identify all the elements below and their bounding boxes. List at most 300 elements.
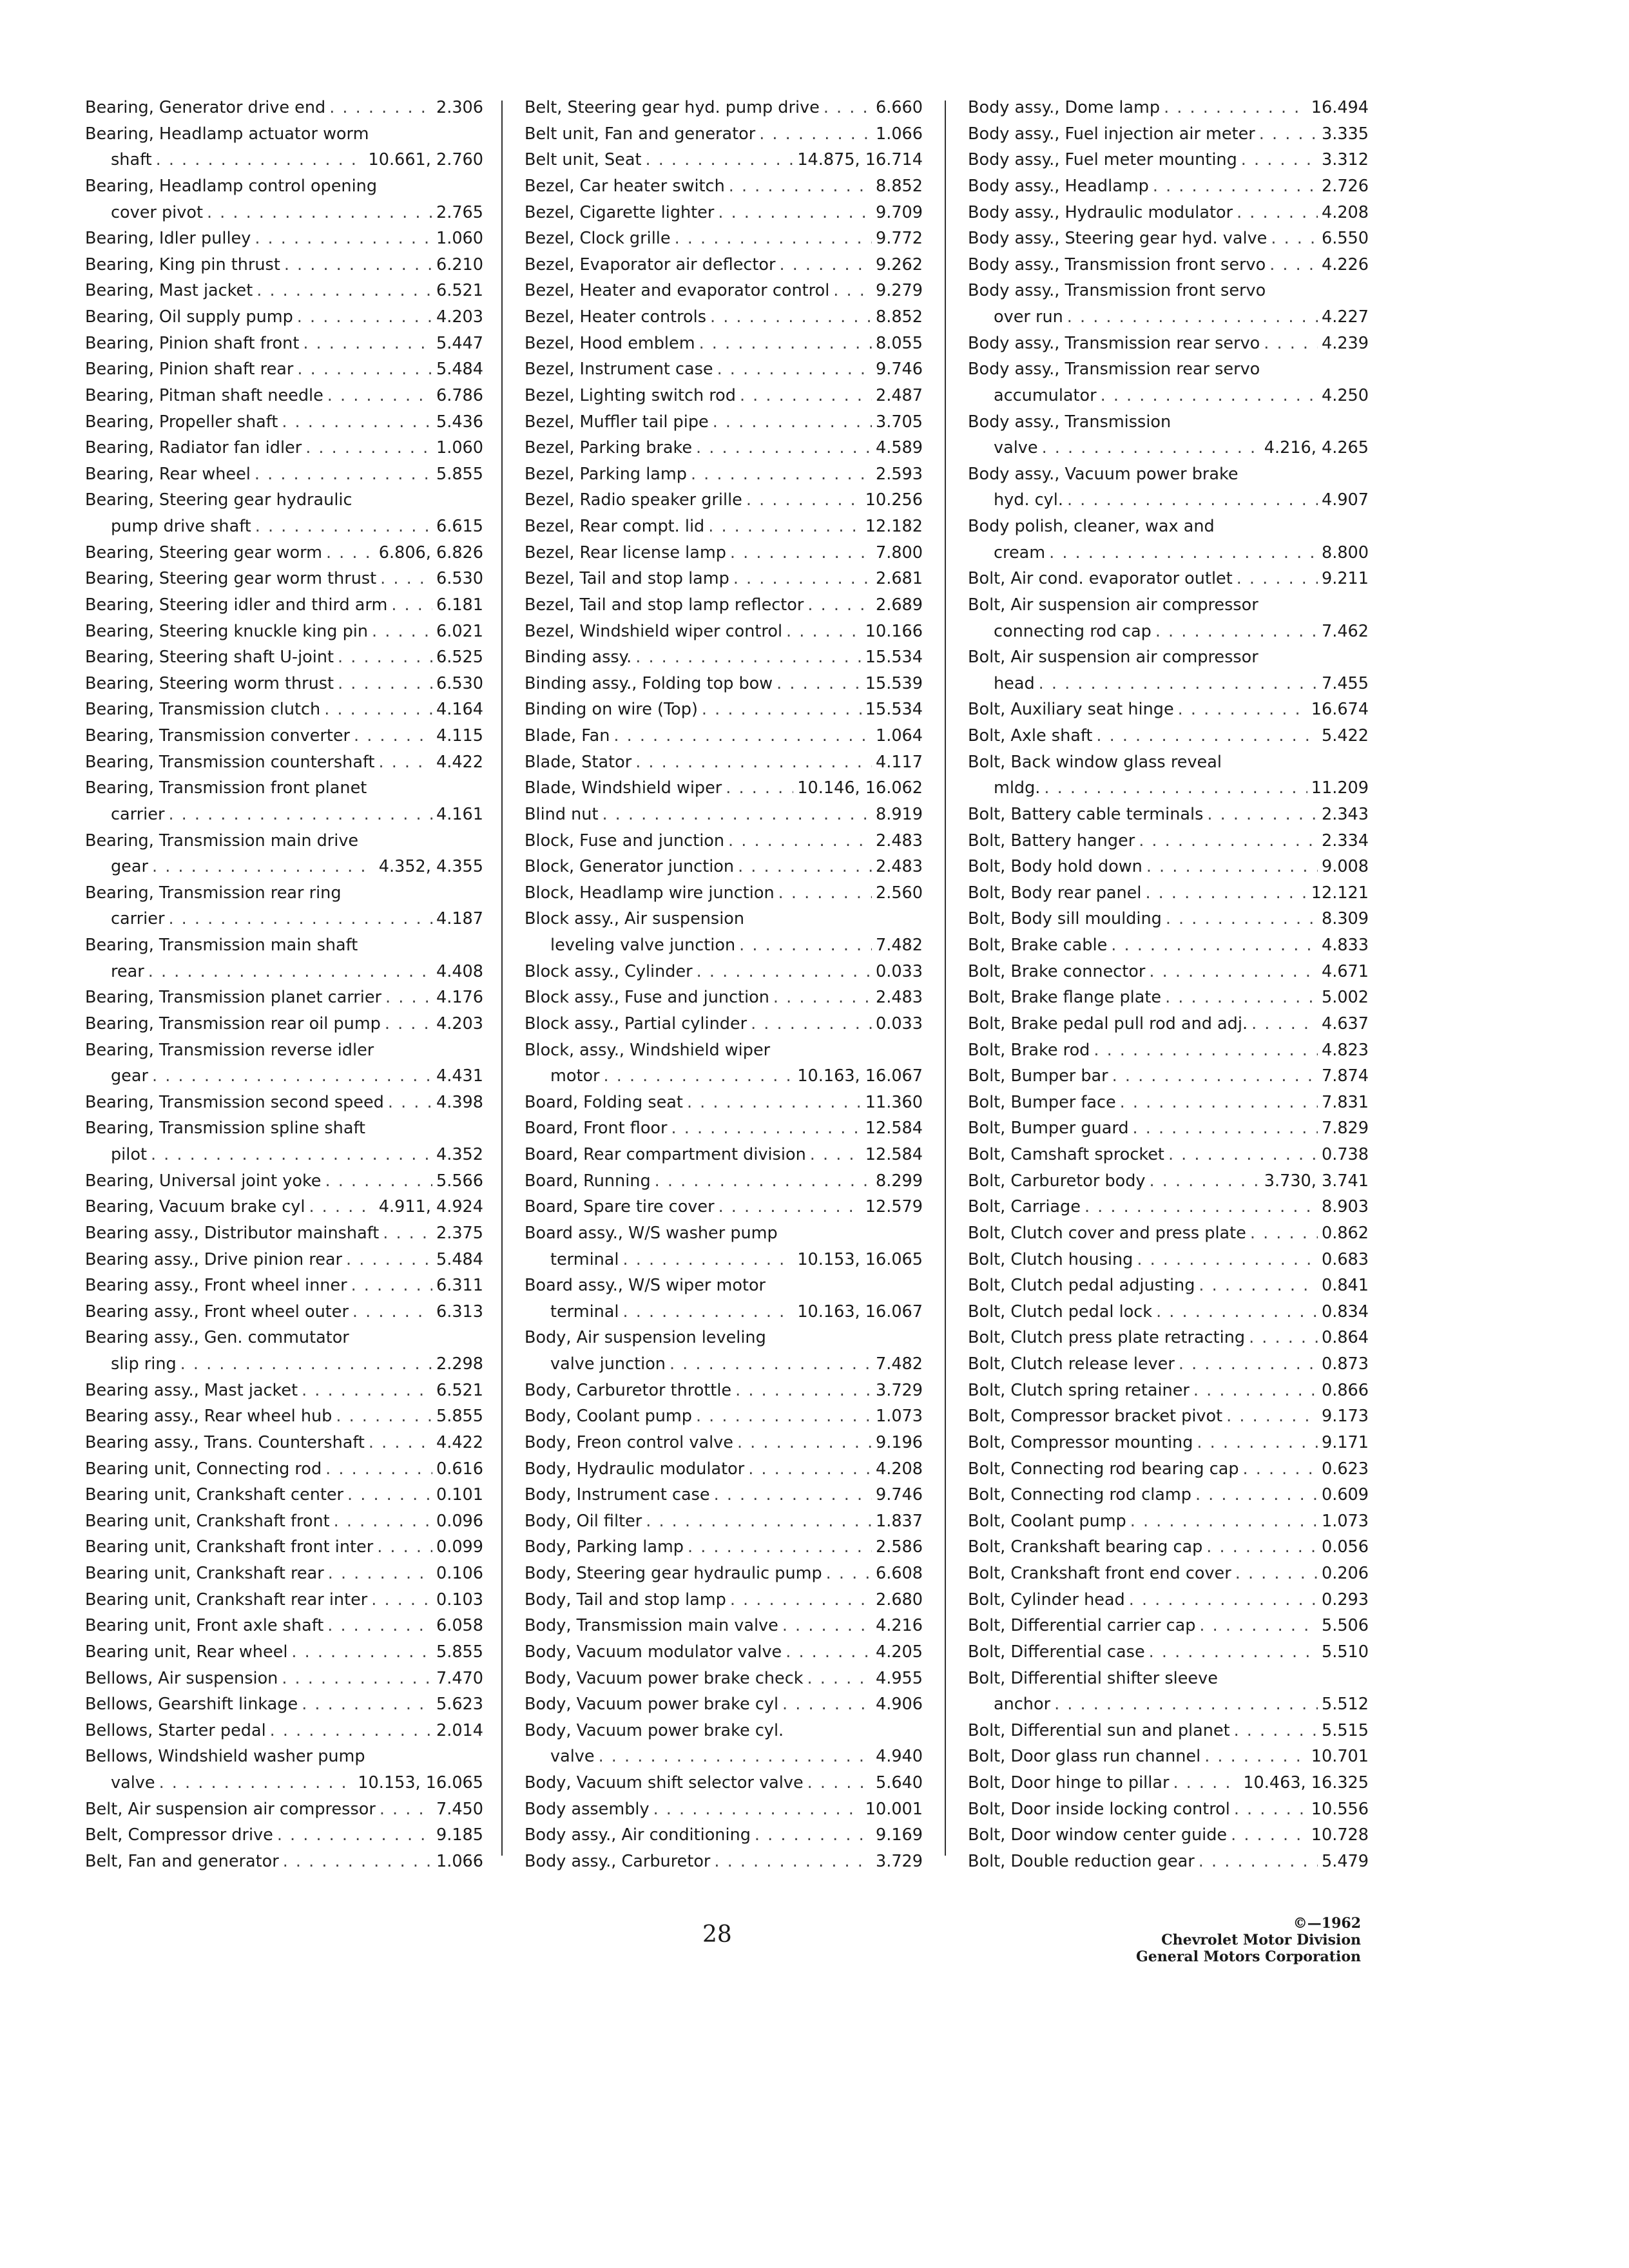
entry-page-reference: 10.153, 16.065 <box>797 1249 923 1269</box>
index-entry <box>85 1797 483 1821</box>
entry-term: Blind nut <box>525 804 599 824</box>
entry-term: Body, Vacuum power brake cyl. <box>525 1720 784 1740</box>
dot-leader <box>602 802 872 827</box>
entry-page-reference: 8.919 <box>875 804 923 824</box>
entry-term: cream <box>994 543 1046 562</box>
index-entry <box>85 1195 483 1219</box>
entry-page-reference: 4.250 <box>1321 385 1369 405</box>
entry-page-reference: 0.206 <box>1321 1564 1369 1583</box>
index-entry <box>85 566 483 591</box>
index-entry-continuation <box>968 776 1369 800</box>
index-entry <box>85 226 483 251</box>
entry-page-reference: 6.521 <box>436 281 483 301</box>
entry-term: Bolt, Door window center guide <box>968 1825 1228 1845</box>
entry-page-reference: 5.855 <box>436 1642 483 1662</box>
entry-term: Binding on wire (Top) <box>525 700 698 720</box>
dot-leader <box>810 1142 862 1167</box>
dot-leader <box>730 541 872 565</box>
entry-term: valve junction <box>550 1354 666 1374</box>
entry-term: Bearing, Transmission planet carrier <box>85 988 382 1008</box>
index-entry <box>85 357 483 381</box>
entry-page-reference: 6.530 <box>436 569 483 589</box>
entry-page-reference: 9.169 <box>875 1825 923 1845</box>
dot-leader <box>305 436 432 460</box>
corporation-line: General Motors Corporation <box>1135 1948 1361 1965</box>
dot-leader <box>782 1613 872 1638</box>
index-entry-continuation <box>85 1142 483 1167</box>
dot-leader <box>653 1797 862 1821</box>
index-entry <box>85 278 483 303</box>
entry-page-reference: 2.298 <box>436 1354 483 1374</box>
index-entry <box>968 226 1369 251</box>
entry-term: Bearing, Steering gear worm <box>85 543 322 562</box>
index-entry <box>525 122 923 146</box>
index-entry <box>525 331 923 356</box>
entry-page-reference: 1.066 <box>875 124 923 144</box>
entry-term: Body, Tail and stop lamp <box>525 1590 726 1610</box>
index-entry <box>85 1169 483 1193</box>
entry-term: Bezel, Radio speaker grille <box>525 490 742 510</box>
dot-leader <box>1235 1561 1318 1586</box>
entry-page-reference: 0.293 <box>1321 1590 1369 1610</box>
entry-page-reference: 4.408 <box>436 961 483 981</box>
entry-page-reference: 4.671 <box>1321 961 1369 981</box>
entry-term: Bearing, Steering shaft U-joint <box>85 648 334 668</box>
index-entry-continuation <box>85 200 483 225</box>
dot-leader <box>1195 1483 1318 1507</box>
index-entry-continuation <box>85 1064 483 1088</box>
entry-term: carrier <box>111 909 165 929</box>
index-entry <box>968 1640 1369 1664</box>
entry-page-reference: 2.014 <box>436 1720 483 1740</box>
entry-page-reference: 4.589 <box>875 438 923 458</box>
dot-leader <box>717 357 872 381</box>
dot-leader <box>1164 95 1307 120</box>
dot-leader <box>782 1692 872 1716</box>
index-entry <box>968 1090 1369 1115</box>
dot-leader <box>1199 1849 1318 1874</box>
entry-page-reference: 7.800 <box>875 543 923 562</box>
dot-leader <box>328 1561 432 1586</box>
entry-page-reference: 2.483 <box>875 857 923 877</box>
entry-term: Bolt, Clutch cover and press plate <box>968 1223 1246 1243</box>
entry-page-reference: 8.903 <box>1321 1197 1369 1217</box>
index-entry <box>525 1273 923 1298</box>
index-entry <box>85 1090 483 1115</box>
dot-leader <box>168 907 432 931</box>
entry-term: Bezel, Tail and stop lamp reflector <box>525 595 804 615</box>
entry-page-reference: 10.256 <box>865 490 923 510</box>
dot-leader <box>151 1142 432 1167</box>
dot-leader <box>740 383 872 408</box>
index-entry <box>525 881 923 905</box>
index-entry <box>85 1221 483 1245</box>
index-entry <box>85 122 483 146</box>
entry-term: mldg. <box>994 778 1041 798</box>
entry-term: Bolt, Compressor bracket pivot <box>968 1407 1223 1427</box>
entry-page-reference: 3.729 <box>875 1851 923 1871</box>
dot-leader <box>599 1744 872 1769</box>
dot-leader <box>1112 1064 1318 1088</box>
entry-page-reference: 1.060 <box>436 438 483 458</box>
entry-term: rear <box>111 961 144 981</box>
index-entry <box>525 1325 923 1350</box>
entry-page-reference: 0.841 <box>1321 1276 1369 1296</box>
index-entry <box>85 645 483 669</box>
dot-leader <box>1094 1038 1318 1062</box>
index-entry <box>968 278 1369 303</box>
entry-term: Body assy., Fuel injection air meter <box>968 124 1255 144</box>
entry-term: Bearing, Transmission spline shaft <box>85 1119 365 1139</box>
entry-term: Bolt, Clutch press plate retracting <box>968 1328 1246 1348</box>
entry-term: Body assy., Steering gear hyd. valve <box>968 229 1268 249</box>
dot-leader <box>737 1430 872 1455</box>
entry-page-reference: 2.306 <box>436 98 483 117</box>
entry-term: Bearing, Vacuum brake cyl <box>85 1197 305 1217</box>
index-entry <box>968 1509 1369 1533</box>
index-entry <box>525 1613 923 1638</box>
dot-leader <box>168 802 432 827</box>
dot-leader <box>297 357 432 381</box>
dot-leader <box>152 1064 432 1088</box>
entry-term: Bolt, Coolant pump <box>968 1511 1126 1531</box>
index-entry <box>968 1116 1369 1140</box>
entry-term: Bezel, Evaporator air deflector <box>525 255 776 274</box>
dot-leader <box>1165 985 1318 1010</box>
index-entry-continuation <box>85 514 483 539</box>
index-entry <box>525 514 923 539</box>
dot-leader <box>1139 829 1318 853</box>
entry-term: Bolt, Clutch housing <box>968 1249 1133 1269</box>
entry-page-reference: 2.593 <box>875 464 923 484</box>
index-entry <box>525 1221 923 1245</box>
dot-leader <box>1173 1771 1239 1795</box>
entry-page-reference: 6.786 <box>436 385 483 405</box>
dot-leader <box>691 462 872 486</box>
entry-term: Block, Fuse and junction <box>525 831 725 850</box>
entry-term: Bolt, Bumper bar <box>968 1066 1108 1086</box>
entry-page-reference: 7.482 <box>875 936 923 955</box>
index-entry <box>85 1588 483 1612</box>
entry-page-reference: 4.216 <box>875 1616 923 1636</box>
entry-page-reference: 4.422 <box>436 1432 483 1452</box>
index-entry <box>85 1561 483 1586</box>
index-entry <box>85 1849 483 1874</box>
index-entry <box>525 566 923 591</box>
entry-page-reference: 1.073 <box>1321 1511 1369 1531</box>
index-entry <box>968 1457 1369 1481</box>
index-entry <box>968 1666 1369 1691</box>
column-divider <box>501 101 503 1856</box>
dot-leader <box>1179 1352 1318 1376</box>
entry-page-reference: 5.510 <box>1321 1642 1369 1662</box>
dot-leader <box>702 697 862 722</box>
entry-page-reference: 4.176 <box>436 988 483 1008</box>
index-entry <box>85 1744 483 1769</box>
dot-leader <box>696 436 872 460</box>
index-entry <box>525 200 923 225</box>
entry-term: Bolt, Axle shaft <box>968 726 1093 745</box>
entry-term: Bearing, Headlamp actuator worm <box>85 124 369 144</box>
index-entry <box>85 1273 483 1298</box>
entry-page-reference: 2.765 <box>436 202 483 222</box>
index-entry <box>85 1116 483 1140</box>
dot-leader <box>1231 1823 1307 1847</box>
dot-leader <box>739 933 872 957</box>
dot-leader <box>1054 1692 1318 1716</box>
entry-page-reference: 5.422 <box>1321 726 1369 745</box>
entry-term: Bearing assy., Mast jacket <box>85 1380 298 1400</box>
index-entry <box>968 1561 1369 1586</box>
entry-term: Bearing, Steering idler and third arm <box>85 595 388 615</box>
entry-page-reference: 0.096 <box>436 1511 483 1531</box>
entry-term: Bolt, Carriage <box>968 1197 1081 1217</box>
index-entry <box>525 1430 923 1455</box>
entry-term: Bearing, Pitman shaft needle <box>85 385 323 405</box>
dot-leader <box>347 1483 432 1507</box>
entry-page-reference: 8.309 <box>1321 909 1369 929</box>
index-entry <box>525 278 923 303</box>
entry-page-reference: 4.906 <box>875 1695 923 1715</box>
entry-page-reference: 12.579 <box>865 1197 923 1217</box>
dot-leader <box>786 619 862 644</box>
dot-leader <box>1120 1090 1318 1115</box>
entry-term: leveling valve junction <box>550 936 736 955</box>
index-entry <box>85 1613 483 1638</box>
entry-page-reference: 4.203 <box>436 1014 483 1033</box>
index-column-1 <box>85 95 483 1874</box>
entry-term: Bolt, Door glass run channel <box>968 1747 1201 1767</box>
entry-page-reference: 0.099 <box>436 1537 483 1557</box>
entry-page-reference: 8.299 <box>875 1171 923 1191</box>
entry-page-reference: 6.313 <box>436 1302 483 1321</box>
entry-page-reference: 2.680 <box>875 1590 923 1610</box>
entry-term: Body, Freon control valve <box>525 1432 733 1452</box>
entry-term: Board, Running <box>525 1171 651 1191</box>
entry-page-reference: 8.800 <box>1321 543 1369 562</box>
entry-page-reference: 10.153, 16.065 <box>358 1773 483 1792</box>
dot-leader <box>325 1169 432 1193</box>
entry-page-reference: 6.058 <box>436 1616 483 1636</box>
dot-leader <box>284 253 432 277</box>
entry-term: Block assy., Air suspension <box>525 909 745 929</box>
entry-term: Bearing, Rear wheel <box>85 464 251 484</box>
entry-term: Body assy., Transmission rear servo <box>968 333 1260 353</box>
dot-leader <box>733 566 872 591</box>
dot-leader <box>324 697 432 722</box>
entry-page-reference: 6.660 <box>875 98 923 117</box>
entry-term: Body, Vacuum modulator valve <box>525 1642 782 1662</box>
entry-term: Bezel, Muffler tail pipe <box>525 412 709 432</box>
entry-page-reference: 4.352, 4.355 <box>378 857 483 877</box>
entry-term: valve <box>550 1747 595 1767</box>
entry-term: Bezel, Rear license lamp <box>525 543 726 562</box>
entry-page-reference: 0.834 <box>1321 1302 1369 1321</box>
dot-leader <box>309 1195 374 1219</box>
dot-leader <box>380 566 432 591</box>
dot-leader <box>1155 619 1318 644</box>
entry-term: Board, Front floor <box>525 1119 668 1139</box>
index-entry <box>525 305 923 329</box>
entry-term: Board assy., W/S wiper motor <box>525 1276 766 1296</box>
entry-page-reference: 4.833 <box>1321 936 1369 955</box>
dot-leader <box>1193 1378 1318 1403</box>
entry-page-reference: 9.211 <box>1321 569 1369 589</box>
dot-leader <box>1237 566 1318 591</box>
dot-leader <box>655 1169 872 1193</box>
index-entry <box>525 462 923 486</box>
index-entry <box>85 436 483 460</box>
entry-page-reference: 12.121 <box>1311 883 1369 903</box>
index-entry <box>525 724 923 748</box>
entry-term: Bolt, Bumper guard <box>968 1119 1129 1139</box>
entry-page-reference: 2.334 <box>1321 831 1369 850</box>
dot-leader <box>156 148 365 172</box>
entry-term: terminal <box>550 1249 619 1269</box>
entry-page-reference: 6.181 <box>436 595 483 615</box>
dot-leader <box>1153 174 1318 198</box>
entry-term: Belt, Air suspension air compressor <box>85 1799 376 1819</box>
entry-page-reference: 0.033 <box>875 961 923 981</box>
index-entry <box>968 1378 1369 1403</box>
index-entry <box>525 802 923 827</box>
dot-leader <box>1259 122 1318 146</box>
dot-leader <box>385 1012 432 1036</box>
entry-page-reference: 10.701 <box>1311 1747 1369 1767</box>
entry-term: Bearing, Headlamp control opening <box>85 176 378 196</box>
entry-term: Bearing unit, Crankshaft rear inter <box>85 1590 368 1610</box>
entry-page-reference: 8.852 <box>875 307 923 327</box>
entry-term: Bolt, Air suspension air compressor <box>968 595 1258 615</box>
dot-leader <box>1264 331 1318 356</box>
index-entry <box>525 436 923 460</box>
entry-term: Bearing unit, Crankshaft front inter <box>85 1537 374 1557</box>
entry-term: Board, Rear compartment division <box>525 1145 806 1164</box>
entry-term: hyd. cyl. <box>994 490 1063 510</box>
entry-term: Bolt, Differential shifter sleeve <box>968 1668 1218 1688</box>
entry-page-reference: 1.060 <box>436 229 483 249</box>
dot-leader <box>327 1613 432 1638</box>
entry-page-reference: 9.746 <box>875 360 923 380</box>
entry-term: Bolt, Bumper face <box>968 1092 1116 1112</box>
entry-page-reference: 7.482 <box>875 1354 923 1374</box>
index-entry <box>968 1535 1369 1559</box>
entry-term: Body assy., Headlamp <box>968 176 1149 196</box>
index-entry <box>525 1666 923 1691</box>
entry-page-reference: 2.689 <box>875 595 923 615</box>
dot-leader <box>148 959 432 984</box>
index-entry <box>525 253 923 277</box>
entry-term: Bearing, Transmission front planet <box>85 778 367 798</box>
index-entry <box>968 959 1369 984</box>
index-entry <box>968 1012 1369 1036</box>
entry-term: Body, Coolant pump <box>525 1407 692 1427</box>
entry-page-reference: 7.462 <box>1321 621 1369 641</box>
dot-leader <box>1199 1273 1318 1298</box>
dot-leader <box>623 1300 794 1324</box>
index-entry <box>968 645 1369 669</box>
index-entry <box>525 750 923 774</box>
entry-page-reference: 16.494 <box>1311 98 1369 117</box>
entry-page-reference: 16.674 <box>1311 700 1369 720</box>
dot-leader <box>152 854 375 879</box>
entry-page-reference: 2.681 <box>875 569 923 589</box>
dot-leader <box>1042 436 1260 460</box>
entry-page-reference: 4.117 <box>875 752 923 772</box>
index-entry <box>968 593 1369 617</box>
entry-page-reference: 4.227 <box>1321 307 1369 327</box>
entry-page-reference: 3.730, 3.741 <box>1264 1171 1369 1191</box>
entry-term: Bearing, Steering gear hydraulic <box>85 490 352 510</box>
dot-leader <box>1067 488 1318 512</box>
index-entry <box>525 541 923 565</box>
entry-page-reference: 1.064 <box>875 726 923 745</box>
entry-term: pilot <box>111 1145 147 1164</box>
index-entry <box>968 829 1369 853</box>
index-entry <box>525 410 923 434</box>
entry-term: Bolt, Carburetor body <box>968 1171 1146 1191</box>
index-entry-continuation <box>968 1692 1369 1716</box>
dot-leader <box>369 1430 432 1455</box>
entry-term: Bolt, Crankshaft front end cover <box>968 1564 1231 1583</box>
entry-term: Belt, Fan and generator <box>85 1851 279 1871</box>
entry-term: Board, Spare tire cover <box>525 1197 715 1217</box>
entry-page-reference: 12.182 <box>865 517 923 536</box>
index-entry <box>968 1221 1369 1245</box>
dot-leader <box>623 1247 794 1272</box>
index-entry <box>85 331 483 356</box>
entry-page-reference: 4.205 <box>875 1642 923 1662</box>
entry-term: Body, Vacuum shift selector valve <box>525 1773 804 1792</box>
entry-term: Bearing assy., Front wheel outer <box>85 1302 349 1321</box>
index-entry <box>968 1744 1369 1769</box>
index-entry <box>525 1849 923 1874</box>
entry-term: Bearing assy., Drive pinion rear <box>85 1249 342 1269</box>
entry-page-reference: 4.161 <box>436 804 483 824</box>
dot-leader <box>346 1247 432 1272</box>
dot-leader <box>336 1404 432 1428</box>
dot-leader <box>1269 253 1318 277</box>
entry-term: Bolt, Body hold down <box>968 857 1142 877</box>
dot-leader <box>391 593 432 617</box>
entry-term: Bezel, Rear compt. lid <box>525 517 705 536</box>
index-entry <box>85 829 483 853</box>
entry-term: Blade, Windshield wiper <box>525 778 722 798</box>
dot-leader <box>718 1195 862 1219</box>
entry-term: Bezel, Car heater switch <box>525 176 725 196</box>
entry-term: Block assy., Fuse and junction <box>525 988 769 1008</box>
entry-page-reference: 6.550 <box>1321 229 1369 249</box>
entry-term: Bezel, Tail and stop lamp <box>525 569 729 589</box>
dot-leader <box>1197 1430 1318 1455</box>
entry-term: Body, Instrument case <box>525 1485 710 1505</box>
dot-leader <box>1084 1195 1318 1219</box>
dot-leader <box>1166 907 1318 931</box>
dot-leader <box>302 1692 432 1716</box>
dot-leader <box>334 1509 432 1533</box>
dot-leader <box>778 881 872 905</box>
entry-term: Bearing, Transmission rear ring <box>85 883 342 903</box>
dot-leader <box>1237 200 1318 225</box>
dot-leader <box>1137 1247 1318 1272</box>
dot-leader <box>807 1666 872 1691</box>
entry-term: Bearing, Generator drive end <box>85 98 326 117</box>
entry-page-reference: 0.683 <box>1321 1249 1369 1269</box>
index-entry <box>525 1012 923 1036</box>
index-entry <box>968 1718 1369 1743</box>
dot-leader <box>688 1535 872 1559</box>
dot-leader <box>1067 305 1318 329</box>
